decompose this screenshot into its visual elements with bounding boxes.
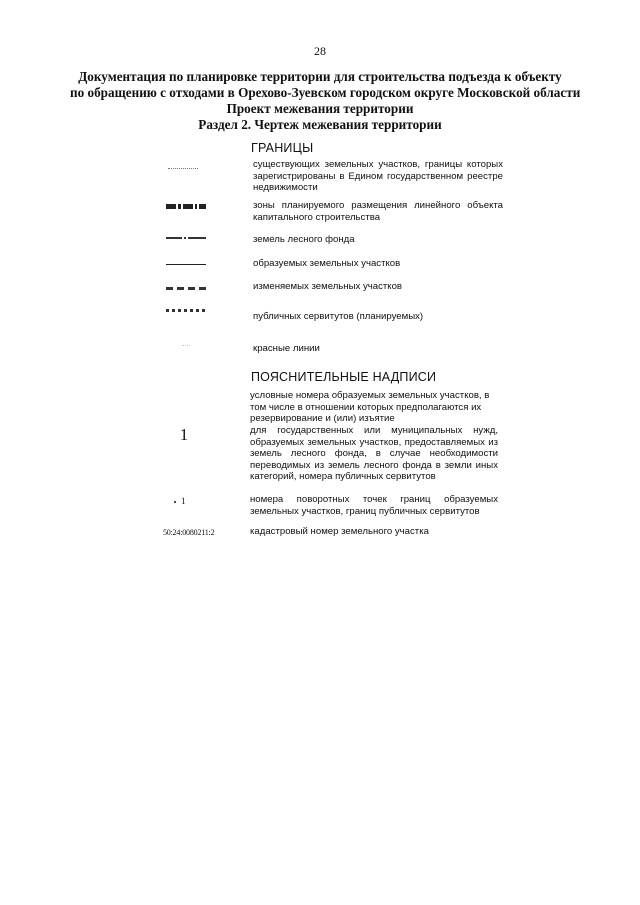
legend-cadastral-number: кадастровый номер земельного участка (250, 526, 429, 537)
legend-linear-object-zones: зоны планируемого размещения линейного объекта капитального строительства (253, 200, 503, 223)
turning-point-number: 1 (181, 496, 186, 506)
legend-forest-lands: земель лесного фонда (253, 234, 355, 245)
dash-dot-heavy-line-symbol (166, 204, 206, 209)
legend-public-servitudes: публичных сервитутов (планируемых) (253, 311, 424, 322)
header-section-title: Раздел 2. Чертеж межевания территории (198, 117, 442, 132)
header-title-line-2: по обращению с отходами в Орехово-Зуевском городском округе Московской области (70, 85, 581, 100)
notes-heading: ПОЯСНИТЕЛЬНЫЕ НАДПИСИ (251, 370, 437, 384)
legend-parcel-numbers-body: для государственных или муниципальных нужд, образуемых земельных участков, предоставляемых из земель лесного фонда, в случае необходимости переводимых из земель лесного фонда в земли иных категорий, номера публичных сервитутов (250, 425, 498, 483)
point-dot-icon (174, 501, 176, 503)
solid-line-symbol (166, 264, 206, 265)
dotted-line-symbol (168, 168, 198, 169)
legend-parcel-numbers-intro: условные номера образуемых земельных участков, в том числе в отношении которых предполагаются их резервирование и (или) изъятие (250, 390, 490, 425)
legend-formed-parcels: образуемых земельных участков (253, 258, 401, 269)
long-dash-line-symbol (166, 237, 206, 239)
parcel-number-symbol: 1 (179, 425, 189, 444)
header-title-line-1: Документация по планировке территории для строительства подъезда к объекту (78, 69, 562, 84)
legend-red-lines: красные линии (253, 343, 320, 354)
page-number: 28 (314, 44, 326, 58)
turning-point-symbol (174, 496, 214, 506)
header-project-title: Проект межевания территории (226, 101, 414, 116)
short-dashed-line-symbol (166, 309, 206, 312)
cadastral-number-symbol: 50:24:0080211:2 (163, 528, 215, 537)
dashed-line-symbol (166, 287, 206, 290)
legend-changed-parcels: изменяемых земельных участков (253, 281, 403, 292)
legend-turning-points: номера поворотных точек границ образуемых земельных участков, границ публичных сервитутов (250, 494, 498, 517)
borders-heading: ГРАНИЦЫ (251, 141, 314, 155)
legend-existing-parcels: существующих земельных участков, границы которых зарегистрированы в Едином государственном реестре недвижимости (253, 159, 503, 194)
faint-line-symbol (182, 345, 190, 346)
document-header (70, 69, 581, 133)
